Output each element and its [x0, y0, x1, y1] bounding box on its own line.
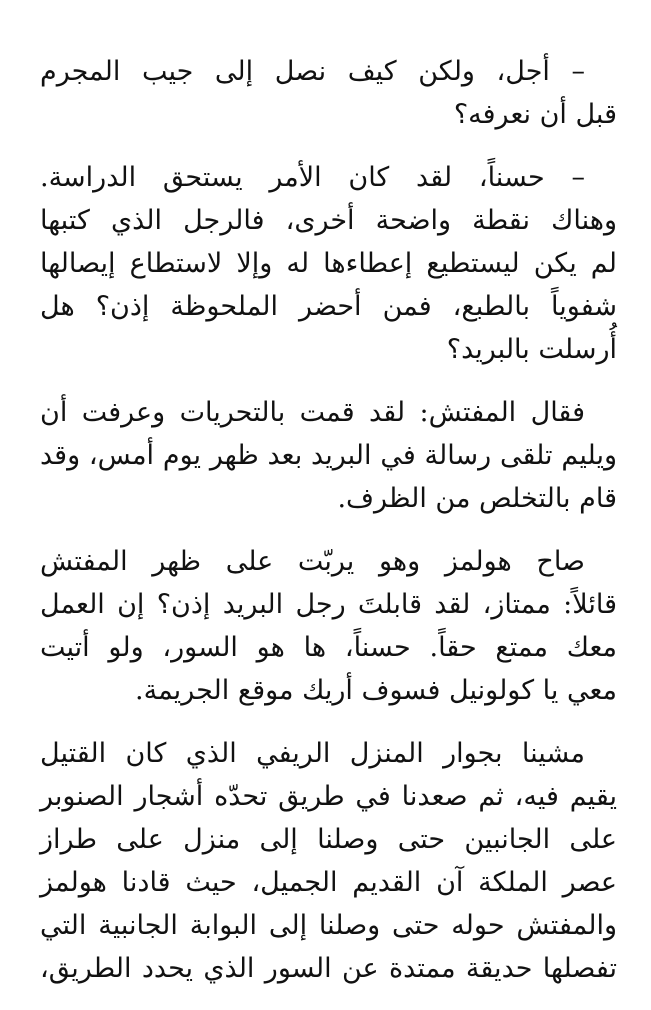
text-line: يقيم فيه، ثم صعدنا في طريق تحدّه أشجار الصنوبر	[40, 781, 617, 812]
text-line: معك ممتع حقاً. حسناً، ها هو السور، ولو أتيت	[40, 632, 617, 663]
paragraph-4	[40, 540, 617, 712]
paragraph-5	[40, 732, 617, 990]
text-line: قام بالتخلص من الظرف.	[337, 483, 617, 514]
text-line: وهناك نقطة واضحة أخرى، فالرجل الذي كتبها	[40, 205, 617, 236]
text-line: معي يا كولونيل فسوف أريك موقع الجريمة.	[135, 675, 617, 706]
text-line: لم يكن ليستطيع إعطاءها له وإلا لاستطاع إيصالها	[40, 248, 617, 279]
text-line: أُرسلت بالبريد؟	[446, 334, 617, 365]
paragraph-3	[40, 391, 617, 520]
text-line: – حسناً، لقد كان الأمر يستحق الدراسة.	[40, 162, 585, 193]
paragraph-1	[40, 50, 617, 136]
text-line: – أجل، ولكن كيف نصل إلى جيب المجرم	[40, 56, 585, 87]
text-line: قائلاً: ممتاز، لقد قابلتَ رجل البريد إذن؟ إن العمل	[40, 589, 617, 620]
text-line: والمفتش حوله حتى وصلنا إلى البوابة الجانبية التي	[40, 910, 617, 941]
paragraph-2	[40, 156, 617, 371]
book-page	[40, 50, 617, 1010]
text-line: عصر الملكة آن القديم الجميل، حيث قادنا هولمز	[40, 867, 617, 898]
text-line: صاح هولمز وهو يربّت على ظهر المفتش	[40, 546, 585, 577]
text-line: مشينا بجوار المنزل الريفي الذي كان القتيل	[40, 738, 585, 769]
text-line: شفوياً بالطبع، فمن أحضر الملحوظة إذن؟ هل	[40, 291, 617, 322]
text-line: ويليم تلقى رسالة في البريد بعد ظهر يوم أمس، وقد	[40, 440, 617, 471]
text-line: فقال المفتش: لقد قمت بالتحريات وعرفت أن	[40, 397, 585, 428]
text-line: تفصلها حديقة ممتدة عن السور الذي يحدد الطريق،	[40, 953, 617, 984]
text-line: على الجانبين حتى وصلنا إلى منزل على طراز	[40, 824, 617, 855]
text-line: قبل أن نعرفه؟	[453, 99, 617, 130]
